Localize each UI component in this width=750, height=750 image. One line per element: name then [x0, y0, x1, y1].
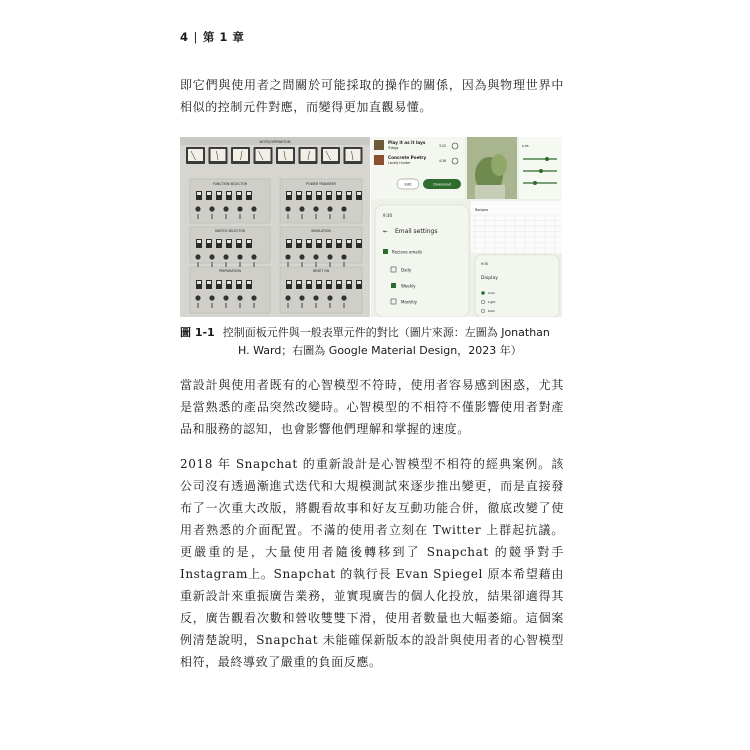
knob [237, 254, 242, 259]
radio-auto[interactable] [481, 291, 485, 295]
switch-indicator [317, 240, 321, 243]
section-label-reset-on: RESET ON [312, 269, 330, 273]
knob [223, 295, 228, 300]
figure-caption [180, 324, 564, 360]
switch-indicator [337, 192, 341, 195]
switch-indicator [307, 240, 311, 243]
paragraph-mental-model: 當設計與使用者既有的心智模型不符時，使用者容易感到困惑，尤其是當熟悉的產品突然改變時。心智模型的不相符不僅影響使用者對產品和服務的認知，也會影響他們理解和掌握的速度。 [180, 378, 564, 436]
toggle-lever [225, 303, 227, 308]
knob [285, 295, 290, 300]
toggle-lever [253, 214, 255, 219]
switch-indicator [217, 240, 221, 243]
knob [285, 206, 290, 211]
display-title: Display [481, 276, 498, 281]
master-checkbox[interactable] [383, 249, 388, 254]
arrow-back-icon[interactable]: ← [383, 228, 389, 235]
toggle-lever [315, 214, 317, 219]
album-art-thumb [374, 140, 384, 150]
knob [285, 254, 290, 259]
caption-label: 圖 1-1 [180, 326, 215, 339]
knob [195, 254, 200, 259]
section-label-power-transfer: POWER TRANSFER [306, 182, 336, 186]
knob [195, 295, 200, 300]
switch-indicator [237, 281, 241, 284]
switch-indicator [207, 240, 211, 243]
knob [313, 254, 318, 259]
toggle-lever [253, 262, 255, 267]
switch-indicator [337, 240, 341, 243]
switch-indicator [217, 281, 221, 284]
toggle-lever [315, 262, 317, 267]
chapter-label: 第 1 章 [202, 30, 245, 44]
toggle-lever [329, 262, 331, 267]
switch-indicator [287, 192, 291, 195]
track-artist-1: Trilogy [388, 146, 399, 150]
track-artist-2: Lonely Hunter [388, 161, 411, 165]
knob [251, 206, 256, 211]
toggle-lever [287, 262, 289, 267]
toggle-lever [343, 262, 345, 267]
running-header [180, 29, 244, 45]
sheet-header: Recipes [475, 208, 489, 212]
knob [209, 254, 214, 259]
toggle-lever [211, 214, 213, 219]
switch-indicator [207, 192, 211, 195]
switch-indicator [247, 240, 251, 243]
switch-indicator [347, 192, 351, 195]
switch-indicator [297, 240, 301, 243]
toggle-lever [329, 303, 331, 308]
knob [327, 206, 332, 211]
switch-indicator [327, 281, 331, 284]
knob [223, 206, 228, 211]
toggle-lever [343, 214, 345, 219]
toggle-lever [197, 262, 199, 267]
track-title-1: Play it as it lays [388, 140, 426, 145]
caption-line-2: H. Ward；右圖為 Google Material Design，2023 年） [238, 344, 522, 357]
knob [251, 254, 256, 259]
toggle-lever [287, 303, 289, 308]
download-button-label: Download [433, 182, 451, 187]
toggle-lever [253, 303, 255, 308]
knob [299, 254, 304, 259]
knob [313, 295, 318, 300]
switch-indicator [317, 281, 321, 284]
toggle-lever [301, 214, 303, 219]
header-separator: | [193, 30, 198, 44]
knob [327, 295, 332, 300]
track-time-1: 3:22 [439, 144, 447, 148]
section-label-simulation: SIMULATION [311, 229, 331, 233]
switch-indicator [337, 281, 341, 284]
knob [299, 206, 304, 211]
switch-indicator [217, 192, 221, 195]
track-time-2: 4:36 [439, 159, 447, 163]
checkbox-weekly[interactable] [391, 283, 396, 288]
toggle-lever [287, 214, 289, 219]
switch-indicator [327, 192, 331, 195]
switch-indicator [197, 192, 201, 195]
option-label-monthly: Monthly [401, 299, 418, 305]
knob [313, 206, 318, 211]
settings-title: Email settings [395, 228, 438, 235]
meter-face [323, 149, 338, 161]
radio-label-light: Light [488, 300, 496, 304]
switch-indicator [287, 281, 291, 284]
switch-indicator [297, 192, 301, 195]
toggle-lever [197, 214, 199, 219]
knob [251, 295, 256, 300]
knob [223, 254, 228, 259]
switch-indicator [247, 192, 251, 195]
slider-value: 0.85 [522, 144, 529, 148]
toggle-lever [211, 303, 213, 308]
panel-title-strip: NOTE/OPERATION [259, 140, 291, 144]
option-label-weekly: Weekly [401, 283, 416, 289]
knob [341, 254, 346, 259]
switch-indicator [207, 281, 211, 284]
knob [195, 206, 200, 211]
toggle-lever [301, 262, 303, 267]
switch-indicator [247, 281, 251, 284]
switch-indicator [347, 240, 351, 243]
switch-indicator [357, 240, 361, 243]
meter-face [256, 149, 271, 161]
switch-indicator [347, 281, 351, 284]
track-title-2: Concrete Poetry [388, 155, 427, 160]
master-checkbox-label: Recieve emails [392, 249, 423, 255]
toggle-lever [225, 262, 227, 267]
toggle-lever [315, 303, 317, 308]
switch-indicator [317, 192, 321, 195]
toggle-lever [239, 262, 241, 267]
switch-indicator [237, 192, 241, 195]
switch-indicator [327, 240, 331, 243]
switch-indicator [357, 192, 361, 195]
display-status-time: 9:30 [481, 262, 489, 266]
toggle-lever [329, 214, 331, 219]
knob [209, 206, 214, 211]
toggle-lever [343, 303, 345, 308]
toggle-lever [211, 262, 213, 267]
radio-label-auto: Auto [488, 291, 495, 295]
knob [299, 295, 304, 300]
switch-indicator [307, 281, 311, 284]
switch-indicator [297, 281, 301, 284]
switch-indicator [307, 192, 311, 195]
switch-indicator [197, 281, 201, 284]
switch-indicator [227, 240, 231, 243]
section-label-function-selector: FUNCTION SELECTOR [212, 182, 248, 186]
caption-line-1: 控制面板元件與一般表單元件的對比（圖片來源：左圖為 Jonathan [222, 326, 550, 339]
knob [327, 254, 332, 259]
section-label-switch-selector: SWITCH SELECTOR [214, 229, 246, 233]
knob [237, 295, 242, 300]
material-ui-collage [371, 137, 562, 317]
knob [237, 206, 242, 211]
knob [209, 295, 214, 300]
email-settings-card [375, 205, 469, 317]
switch-indicator [287, 240, 291, 243]
paragraph-snapchat-case: 2018 年 Snapchat 的重新設計是心智模型不相符的經典案例。該公司沒有透過漸進式迭代和大規模測試來逐步推出變更，而是直接發布了一次重大改版，將觀看故事和好友互動功能合併，徹底改變了使用者熟悉的介面配置。不滿的使用者立刻在 Twitter 上群起抗議。更嚴重的是，大量使用者隨後轉移到了 Snapchat 的競爭對手 Instagram上。Snapchat 的執行長 Evan Spiegel 原本希望藉由重新設計來重振廣告業務，並實現廣告的個人化投放，結果卻適得其反，廣告觀看次數和營收雙雙下滑，使用者數量也大幅萎縮。這個案例清楚說明，Snapchat 未能確保新版本的設計與使用者的心智模型相符，最終導致了嚴重的負面反應。 [180, 457, 564, 669]
option-label-daily: Daily [401, 267, 412, 273]
switch-indicator [357, 281, 361, 284]
album-art-thumb [374, 155, 384, 165]
toggle-lever [225, 214, 227, 219]
knob [341, 206, 346, 211]
switch-indicator [227, 281, 231, 284]
edit-button-label: Edit [404, 182, 412, 187]
switch-indicator [227, 192, 231, 195]
switch-indicator [237, 240, 241, 243]
toggle-lever [301, 303, 303, 308]
switch-indicator [197, 240, 201, 243]
toggle-lever [197, 303, 199, 308]
figure-1-1 [180, 137, 562, 317]
page-number: 4 [180, 30, 189, 44]
section-label-preparation: PREPARATION [219, 269, 241, 273]
toggle-lever [239, 303, 241, 308]
knob [341, 295, 346, 300]
control-panel-image [180, 137, 370, 317]
paragraph-intro: 即它們與使用者之間關於可能採取的操作的關係，因為與物理世界中相似的控制元件對應，而變得更加直觀易懂。 [180, 78, 564, 114]
status-time: 9:30 [383, 213, 392, 218]
meter-face [188, 149, 203, 161]
toggle-lever [239, 214, 241, 219]
radio-label-dark: Dark [488, 309, 496, 313]
